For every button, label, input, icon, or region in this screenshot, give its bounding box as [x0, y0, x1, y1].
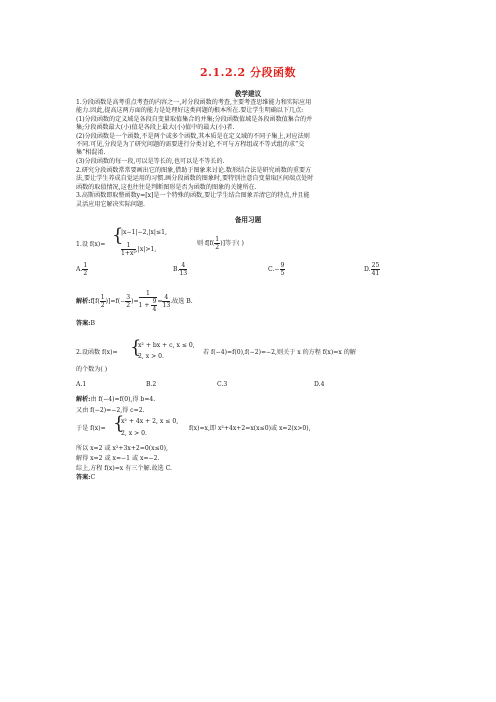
paragraph-5-cont: 法,要让学生养成自觉运用的习惯.画分段函数的图象时,要特别注意自变量取区间端点处时: [76, 175, 314, 182]
paragraph-3: (2)分段函数是一个函数,不是两个或多个函数,其本质是在定义域的不同子集上,对应法则: [76, 133, 310, 140]
q2-option-d: D.4: [314, 381, 325, 388]
q2-solution-line6: 综上,方程 f(x)=x 有三个解.故选 C.: [76, 465, 172, 472]
paragraph-6-cont: 灵活应用它解决实际问题.: [76, 201, 145, 208]
q2-brace: {: [130, 337, 142, 358]
paragraph-5-cont2: 函数的取值情况,这也往往是判断图形是否为函数的图象的关键所在.: [76, 184, 257, 191]
q1-option-a: A. $\frac{1}{2}$: [76, 262, 88, 277]
q2-solution-case1: x² + 4x + 2, x ≤ 0,: [121, 418, 179, 425]
q1-option-d: D. $\frac{25}{41}$: [364, 262, 380, 277]
paragraph-1: 1.分段函数是高考重点考查的内容之一,对分段函数的考查,主要考查思维能力和实际应用: [76, 99, 312, 106]
q1-option-b: B. $\frac{4}{13}$: [173, 262, 188, 277]
paragraph-2-cont: 集;分段函数最大(小)值是各段上最大(小)值中的最大(小)者.: [76, 124, 235, 131]
q2-solution-prefix: 于是 f(x)=: [76, 425, 106, 432]
q2-solution-line4: 所以 x=2 或 x²+3x+2=0(x≤0),: [76, 445, 168, 452]
page-title: 2.1.2.2 分段函数: [200, 66, 296, 79]
paragraph-2: (1)分段函数的定义域是各段自变量取值集合的并集;分段函数值域是各段函数值集合的并: [76, 116, 313, 123]
q2-case1: x² + bx + c, x ≤ 0,: [138, 342, 195, 349]
q2-solution-line3: f(x)=x,即 x²+4x+2=x(x≤0)或 x=2(x>0),: [189, 425, 311, 432]
paragraph-5: 2.研究分段函数常常要画出它的图象,借助于图象来讨论.数形结合法是研究函数的重要方: [76, 167, 312, 174]
paragraph-4: (3)分段函数的每一段,可以是等长的,也可以是不等长的.: [76, 158, 225, 165]
q2-solution-case2: 2, x > 0.: [121, 430, 147, 437]
q2-solution-line1: 解析:由 f(−4)=f(0),得 b=4.: [76, 396, 156, 403]
q2-question-text: 若 f(−4)=f(0),f(−2)=−2,则关于 x 的方程 f(x)=x 的解: [203, 349, 356, 356]
q2-question-line2: 的个数为( ): [76, 366, 108, 373]
q1-option-c: C.− $\frac{9}{5}$: [268, 262, 285, 277]
q2-option-a: A.1: [76, 381, 87, 388]
q1-case2: $\frac{1}{\text{1+x²}}$ ,|x|>1,: [121, 242, 157, 257]
paragraph-1-cont: 能力.因此,提高这两方面的能力是处理好这类问题的根本所在.要让学生明确以下几点:: [76, 107, 304, 114]
paragraph-3-cont: 不同.可见,分段是为了研究问题的需要进行分类讨论,不可与方程组或不等式组的求“交: [76, 141, 305, 148]
q2-case2: 2, x > 0.: [138, 353, 164, 360]
q1-question: 则 f[f( $\frac{1}{2}$ )]等于( ): [197, 236, 244, 251]
q2-solution-line5: 解得 x=2 或 x=−1 或 x=−2.: [76, 455, 160, 462]
q2-solution-brace: {: [113, 413, 125, 434]
q1-answer: 答案:B: [76, 320, 95, 327]
q1-solution: 解析:f[f( $\frac{1}{2}$ )]=f(− $\frac{3}{2}$ )= 1 1 + $\frac{9}{4}$ = $\frac{4}{13}$ .故选 B.: [76, 290, 193, 313]
section-heading-exercises: 备用习题: [234, 216, 262, 224]
section-heading-teaching: 教学建议: [234, 90, 262, 98]
q2-prefix: 2.设函数 f(x)=: [76, 349, 118, 356]
q1-case1: |x−1|−2,|x|≤1,: [121, 229, 167, 236]
paragraph-3-cont2: 集”相混淆.: [76, 149, 106, 156]
paragraph-6: 3.高斯函数即取整函数y=[x]是一个特殊的函数,要让学生结合图象弄清它的特点,并且能: [76, 192, 310, 199]
q2-answer: 答案:C: [76, 474, 96, 481]
q1-brace: {: [112, 225, 124, 246]
q2-solution-line2: 又由 f(−2)=−2,得 c=2.: [76, 407, 145, 414]
q2-option-c: C.3: [217, 381, 228, 388]
q1-prefix: 1.设 f(x)=: [76, 241, 106, 248]
q2-option-b: B.2: [146, 381, 157, 388]
